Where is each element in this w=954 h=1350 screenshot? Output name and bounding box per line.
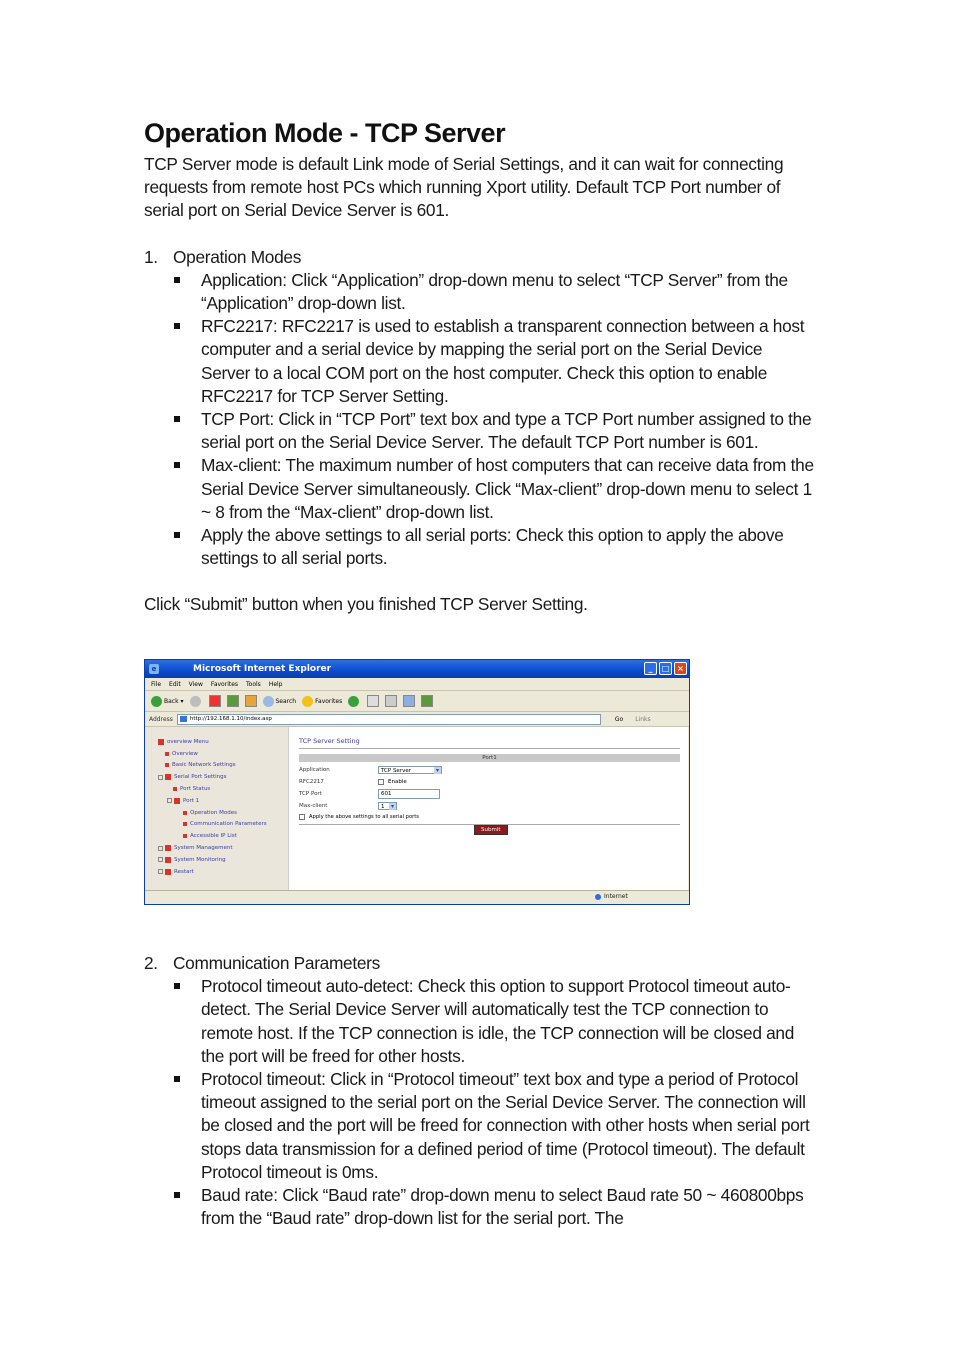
forward-icon — [190, 696, 201, 707]
sidebar-item-label: Restart — [174, 868, 194, 875]
max-client-label: Max-client — [299, 803, 328, 809]
menu-help: Help — [268, 680, 283, 688]
menu-file: File — [151, 680, 162, 688]
sidebar-item-label: Communication Parameters — [190, 821, 267, 828]
sidebar-item-communication-parameters — [146, 819, 288, 831]
section-title: Operation Modes — [173, 246, 302, 267]
back-icon — [151, 696, 162, 707]
max-client-row — [299, 800, 680, 812]
section-title: Communication Parameters — [173, 953, 380, 973]
menu-tools: Tools — [246, 680, 261, 688]
collapse-icon — [158, 775, 163, 780]
tcp-port-row — [299, 788, 680, 800]
max-client-select: 1 ▾ — [378, 802, 397, 810]
sidebar-item-restart — [146, 866, 288, 878]
folder-icon — [165, 857, 171, 863]
sidebar-item-system-monitoring — [146, 854, 288, 866]
list-item: TCP Port: Click in “TCP Port” text box and type a TCP Port number assigned to the serial port on the Serial Device Server. The default TCP Port number is 601. — [144, 408, 814, 454]
address-label: Address — [149, 715, 173, 723]
close-icon: × — [674, 662, 687, 675]
sidebar-item-label: System Management — [174, 845, 233, 852]
application-row — [299, 764, 680, 776]
folder-icon — [165, 774, 171, 780]
setting-title: TCP Server Setting — [299, 737, 360, 745]
window-titlebar — [145, 660, 689, 678]
application-label: Application — [299, 767, 330, 773]
sidebar-item-label: Port 1 — [183, 797, 200, 804]
sidebar-item-label: overview Menu — [167, 738, 209, 745]
edit-icon — [403, 695, 415, 707]
sidebar-item-label: Accessible IP List — [190, 833, 237, 840]
menu-view: View — [188, 680, 203, 688]
search-button — [263, 696, 297, 707]
star-icon — [302, 696, 313, 707]
back-button: Back ▾ — [151, 696, 184, 707]
bullet-list — [144, 269, 814, 571]
folder-icon — [165, 845, 171, 851]
sidebar-item-serial-port-settings — [146, 771, 288, 783]
maximize-icon: □ — [659, 662, 672, 675]
folder-icon — [158, 739, 164, 745]
rfc2217-label: RFC2217 — [299, 779, 324, 785]
application-select: TCP Server ▾ — [378, 766, 442, 774]
list-item: Protocol timeout: Click in “Protocol timeout” text box and type a period of Protocol timeout assigned to the serial port on the Serial Device Server. The connection will be closed and the port will be freed for connection with other hosts when serial port stops data transmission for a defined period of time (Protocol timeout). The default Protocol timeout is 0ms. — [144, 1068, 814, 1184]
list-item: Max-client: The maximum number of host computers that can receive data from the Serial Device Server simultaneously. Click “Max-client” drop-down menu to select 1 ~ 8 from the “Max-client” drop-down list. — [144, 454, 814, 524]
list-item: RFC2217: RFC2217 is used to establish a transparent connection between a host computer and a serial device by mapping the serial port on the Serial Device Server to a local COM port on the host computer. Check this option to enable RFC2217 for TCP Server Setting. — [144, 315, 814, 408]
port-header: Port1 — [299, 754, 680, 762]
sidebar-item-label: Port Status — [180, 786, 211, 793]
sidebar-item-label: System Monitoring — [174, 856, 226, 863]
mail-icon — [367, 695, 379, 707]
list-item: Apply the above settings to all serial ports: Check this option to apply the above settings to all serial ports. — [144, 524, 814, 570]
minimize-icon: _ — [644, 662, 657, 675]
refresh-icon — [227, 695, 239, 707]
collapse-icon — [167, 798, 172, 803]
print-icon — [385, 695, 397, 707]
folder-icon — [165, 869, 171, 875]
expand-icon — [158, 869, 163, 874]
sidebar-item-port-status — [146, 783, 288, 795]
page-title: Operation Mode - TCP Server — [144, 118, 506, 148]
rfc2217-enable-label: Enable — [388, 779, 407, 785]
security-zone — [595, 893, 628, 900]
expand-icon — [158, 846, 163, 851]
list-item: Application: Click “Application” drop-down menu to select “TCP Server” from the “Application” drop-down list. — [144, 269, 814, 315]
sidebar-item-label: Serial Port Settings — [174, 774, 227, 781]
tcp-port-label: TCP Port — [299, 791, 322, 797]
status-bar — [145, 890, 689, 904]
sidebar-tree — [146, 727, 289, 891]
address-input: http://192.168.1.10/index.asp — [177, 714, 601, 725]
sidebar-item-overview — [146, 748, 288, 760]
section-heading — [144, 952, 814, 975]
ie-logo-icon: e — [149, 664, 159, 674]
back-label: Back — [164, 697, 179, 705]
intro-paragraph: TCP Server mode is default Link mode of Serial Settings, and it can wait for connecting requests from remote host PCs which running Xport utility. Default TCP Port number of serial port on Serial Device Server is 601. — [144, 154, 784, 221]
sidebar-item-basic-network — [146, 760, 288, 772]
browser-screenshot — [144, 659, 690, 905]
bullet-icon — [165, 752, 169, 756]
bullet-icon — [165, 763, 169, 767]
window-controls — [644, 662, 687, 675]
search-icon — [263, 696, 274, 707]
favorites-label: Favorites — [315, 697, 343, 705]
folder-icon — [174, 798, 180, 804]
document-bottom — [144, 952, 814, 1230]
window-title: Microsoft Internet Explorer — [193, 664, 332, 674]
section-number: 2. — [144, 953, 158, 973]
bullet-icon — [173, 787, 177, 791]
bullet-icon — [183, 834, 187, 838]
list-item: Baud rate: Click “Baud rate” drop-down menu to select Baud rate 50 ~ 460800bps from the “Baud rate” drop-down list for the serial port. The — [144, 1184, 814, 1230]
browser-content — [146, 727, 688, 891]
sidebar-item-port-1 — [146, 795, 288, 807]
bullet-list — [144, 975, 814, 1230]
section-number: 1. — [144, 246, 158, 267]
section-heading — [144, 246, 814, 269]
list-item: Protocol timeout auto-detect: Check this option to support Protocol timeout auto-detect. The Serial Device Server will automatically test the TCP connection to remote host. If the TCP connection is idle, the TCP connection will be closed and the port will be freed for other hosts. — [144, 975, 814, 1068]
favorites-button — [302, 696, 342, 707]
sidebar-item-overview-menu — [146, 736, 288, 748]
apply-all-row — [299, 814, 680, 820]
stop-icon — [209, 695, 221, 707]
sidebar-item-accessible-ip — [146, 830, 288, 842]
sidebar-item-label: Overview — [172, 750, 198, 757]
address-bar — [145, 712, 689, 727]
menu-favorites: Favorites — [210, 680, 239, 688]
submit-button: Submit — [474, 825, 508, 835]
apply-all-label: Apply the above settings to all serial ports — [309, 814, 419, 820]
links-label: Links — [635, 715, 651, 723]
divider — [299, 748, 680, 749]
bullet-icon — [183, 811, 187, 815]
sidebar-item-system-management — [146, 842, 288, 854]
messenger-icon — [421, 695, 433, 707]
menu-bar — [145, 678, 689, 691]
apply-all-checkbox — [299, 814, 305, 820]
toolbar — [145, 691, 689, 712]
sidebar-item-label: Operation Modes — [190, 809, 237, 816]
settings-panel — [289, 727, 688, 891]
go-button: Go — [614, 715, 624, 723]
rfc2217-checkbox — [378, 779, 384, 785]
bullet-icon — [183, 822, 187, 826]
tcp-port-input: 601 — [378, 789, 440, 799]
sidebar-item-label: Basic Network Settings — [172, 762, 236, 769]
zone-label: Internet — [604, 893, 628, 900]
globe-icon — [595, 894, 601, 900]
submit-note: Click “Submit” button when you finished TCP Server Setting. — [144, 594, 588, 615]
expand-icon — [158, 857, 163, 862]
rfc2217-row — [299, 776, 680, 788]
document-top — [144, 118, 814, 617]
home-icon — [245, 695, 257, 707]
menu-edit: Edit — [169, 680, 181, 688]
sidebar-item-operation-modes — [146, 807, 288, 819]
search-label: Search — [275, 697, 297, 705]
history-icon — [348, 696, 359, 707]
